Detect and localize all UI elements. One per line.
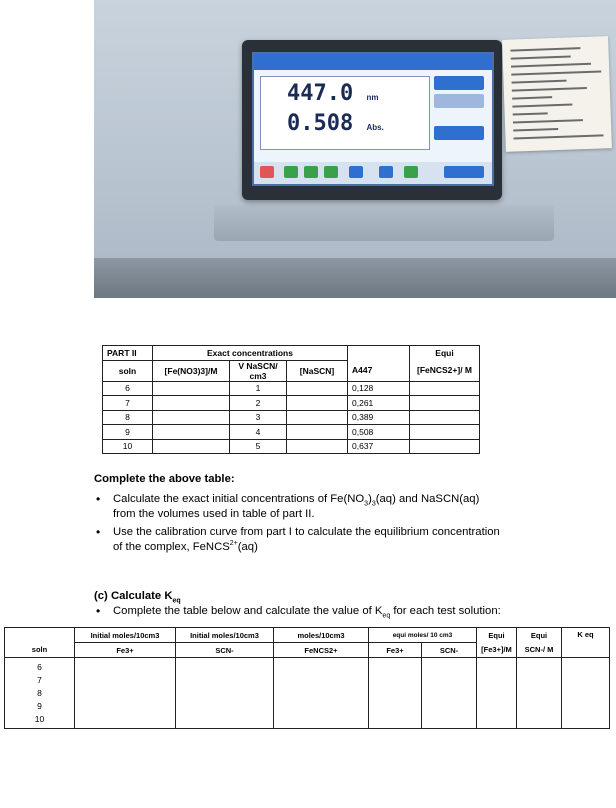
col-header: Initial moles/10cm3 xyxy=(176,628,274,643)
screen-topbar xyxy=(254,54,492,70)
readout-panel xyxy=(260,76,430,150)
keq-table xyxy=(4,627,610,729)
spectrophotometer-photo xyxy=(94,0,616,298)
screen-button-icon xyxy=(379,166,393,178)
col-header: SCN- xyxy=(176,643,274,658)
screen-side-button xyxy=(434,126,484,140)
screen-button-icon xyxy=(304,166,318,178)
col-header: V NaSCN/ cm3 xyxy=(230,360,287,381)
col-header: Fe3+ xyxy=(75,643,176,658)
screen-bottombar xyxy=(254,162,492,184)
table-row: 7 2 0,261 xyxy=(103,396,480,411)
part2-title: PART II xyxy=(103,346,153,361)
col-header: [FeNCS2+]/ M xyxy=(410,360,480,381)
instrument-screen xyxy=(252,52,494,186)
screen-side-button xyxy=(434,76,484,90)
instruction-bullet-2: Use the calibration curve from part I to calculate the equilibrium concentration xyxy=(113,526,500,538)
part2-table xyxy=(102,345,480,454)
table-row: 8 3 0,389 xyxy=(103,410,480,425)
col-header: equi moles/ 10 cm3 xyxy=(369,628,477,643)
col-header: moles/10cm3 xyxy=(274,628,369,643)
col-header: SCN-/ M xyxy=(517,643,562,658)
col-header: [Fe(NO3)3]/M xyxy=(153,360,230,381)
instruction-bullet-1-cont: from the volumes used in table of part II. xyxy=(113,508,315,520)
col-header: soln xyxy=(5,643,75,658)
equi-header: Equi xyxy=(410,346,480,361)
col-header: SCN- xyxy=(422,643,477,658)
soln-list xyxy=(5,658,75,729)
screen-button-icon xyxy=(404,166,418,178)
bullet-icon: • xyxy=(96,492,101,506)
table-row: 6 1 0,128 xyxy=(103,381,480,396)
instrument-ledge xyxy=(214,205,554,241)
col-header: [NaSCN] xyxy=(287,360,348,381)
absorbance-readout: 0.508 Abs. xyxy=(287,111,384,136)
list-item: 10 xyxy=(34,713,45,724)
table-row: 9 4 0,508 xyxy=(103,425,480,440)
col-header: K eq xyxy=(562,628,610,658)
col-header: soln xyxy=(103,360,153,381)
screen-button-icon xyxy=(284,166,298,178)
col-header: [Fe3+]/M xyxy=(477,643,517,658)
bench-surface xyxy=(94,258,616,298)
screen-button-icon xyxy=(324,166,338,178)
col-header: A447 xyxy=(348,360,410,381)
col-header: Initial moles/10cm3 xyxy=(75,628,176,643)
bullet-icon: • xyxy=(96,525,101,539)
part-c-bullet: Complete the table below and calculate the value of $K_{eq}$ for each test solution: xyxy=(113,605,501,620)
instruction-label xyxy=(502,36,612,152)
start-button-icon xyxy=(260,166,274,178)
screen-button-icon xyxy=(349,166,363,178)
col-header: Fe3+ xyxy=(369,643,422,658)
col-header: FeNCS2+ xyxy=(274,643,369,658)
col-header: Equi xyxy=(517,628,562,643)
screen-side-button xyxy=(434,94,484,108)
list-item: 7 xyxy=(37,674,42,685)
table-row: 10 5 0,637 xyxy=(103,439,480,454)
exact-conc-header: Exact concentrations xyxy=(153,346,348,361)
instruction-bullet-1: Calculate the exact initial concentrations of $Fe(NO_3)_3(aq)$ and NaSCN(aq) xyxy=(113,493,480,508)
screen-button-icon xyxy=(444,166,484,178)
wavelength-readout: 447.0 nm xyxy=(287,81,379,106)
complete-table-heading: Complete the above table: xyxy=(94,473,235,485)
bullet-icon: • xyxy=(96,604,101,618)
part-c-heading: (c) Calculate $K_{eq}$ xyxy=(94,590,181,605)
col-header: Equi xyxy=(477,628,517,643)
list-item: 6 xyxy=(37,661,42,672)
list-item: 9 xyxy=(37,700,42,711)
instruction-bullet-2-cont: of the complex, FeNCS$^{2+}$(aq) xyxy=(113,540,258,553)
list-item: 8 xyxy=(37,687,42,698)
